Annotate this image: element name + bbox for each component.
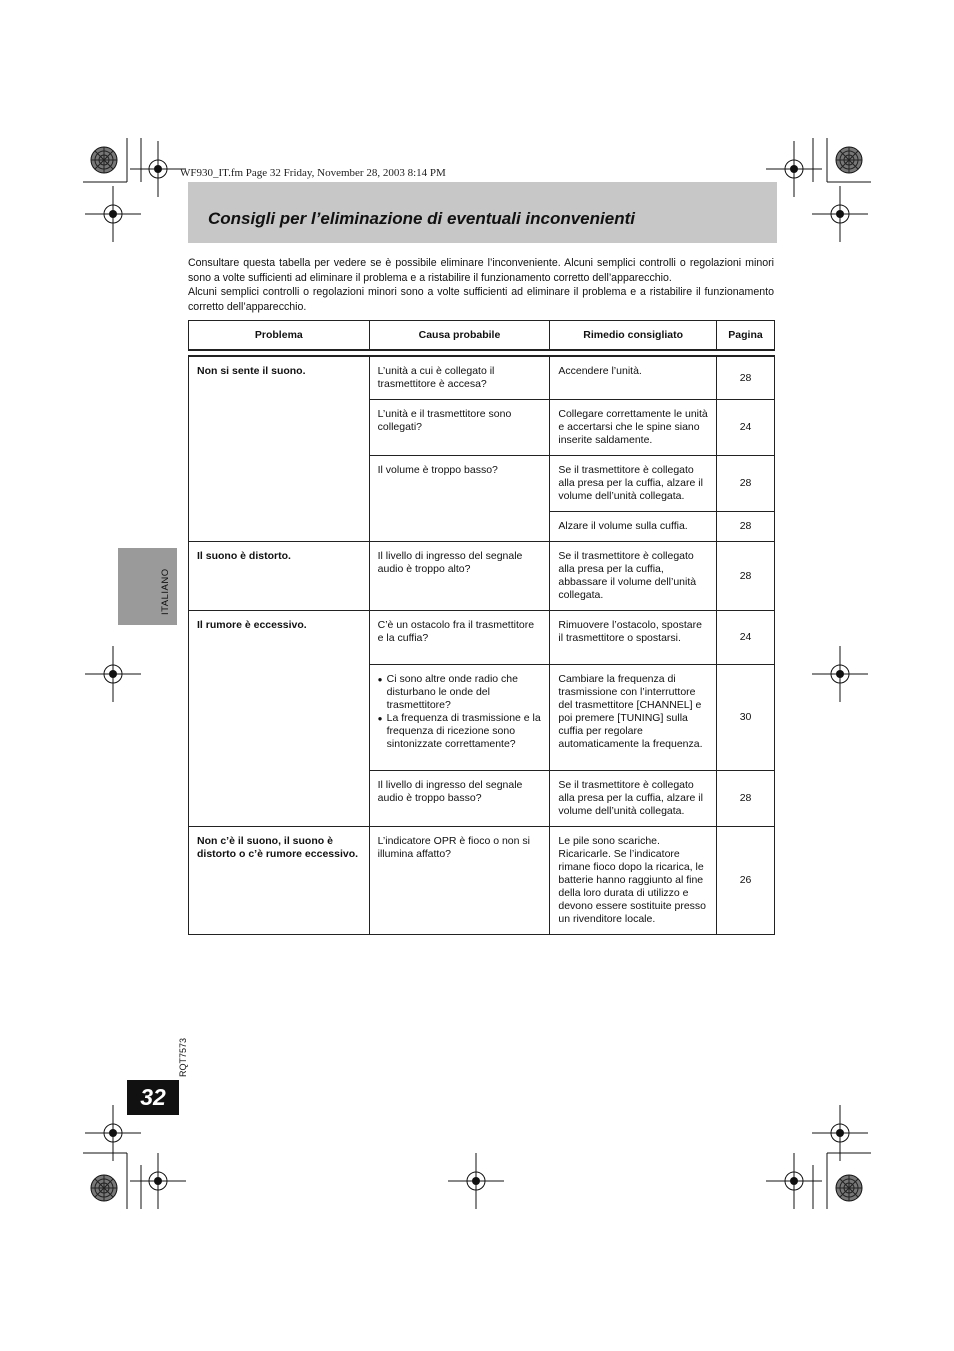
cause-cell: Il volume è troppo basso? xyxy=(369,456,550,542)
page-cell: 28 xyxy=(717,456,775,512)
remedy-cell: Le pile sono scariche. Ricaricarle. Se l’indicatore rimane fioco dopo la ricarica, le batterie hanno raggiunto al fine della loro durata di utilizzo e devono essere sostituite presso un rivenditore locale. xyxy=(550,827,717,935)
cause-cell: L’indicatore OPR è fioco o non si illumina affatto? xyxy=(369,827,550,935)
intro-paragraph-2: Alcuni semplici controlli o regolazioni minori sono a volte sufficienti ad eliminare il problema e a ristabilire il funzionamento corretto dell’apparecchio. xyxy=(188,286,774,313)
page-cell: 28 xyxy=(717,356,775,400)
intro-paragraph-1: Consultare questa tabella per vedere se è possibile eliminare l’inconveniente. Alcuni semplici controlli o regolazioni minori sono a volte sufficienti ad eliminare il problema e a ristabilire il funzionamento corretto dell’apparecchio. xyxy=(188,257,774,284)
cause-cell xyxy=(369,665,550,771)
page-cell: 28 xyxy=(717,512,775,542)
remedy-cell: Rimuovere l’ostacolo, spostare il trasmettitore o spostarsi. xyxy=(550,611,717,665)
problem-cell: Il suono è distorto. xyxy=(189,542,370,611)
intro-text xyxy=(188,256,774,314)
page-cell: 26 xyxy=(717,827,775,935)
table-row xyxy=(189,611,775,665)
page-cell: 28 xyxy=(717,542,775,611)
cause-cell: L’unità a cui è collegato il trasmettitore è accesa? xyxy=(369,356,550,400)
page-cell: 30 xyxy=(717,665,775,771)
cause-bullet: ● La frequenza di trasmissione e la frequenza di ricezione sono sintonizzate correttamente? xyxy=(378,712,542,751)
remedy-cell: Cambiare la frequenza di trasmissione con l’interruttore del trasmettitore [CHANNEL] e poi premere [TUNING] sulla cuffia per regolare automaticamente la frequenza. xyxy=(550,665,717,771)
header-problem: Problema xyxy=(189,321,370,351)
table-row xyxy=(189,542,775,611)
cause-cell: Il livello di ingresso del segnale audio è troppo alto? xyxy=(369,542,550,611)
document-code: RQT7573 xyxy=(178,1037,188,1077)
cause-bullet-list xyxy=(378,673,542,751)
page-cell: 28 xyxy=(717,771,775,827)
header-remedy: Rimedio consigliato xyxy=(550,321,717,351)
remedy-cell: Collegare correttamente le unità e accertarsi che le spine siano inserite saldamente. xyxy=(550,400,717,456)
page-cell: 24 xyxy=(717,400,775,456)
problem-cell: Non si sente il suono. xyxy=(189,356,370,542)
header-page: Pagina xyxy=(717,321,775,351)
page-title: Consigli per l’eliminazione di eventuali inconvenienti xyxy=(208,209,635,228)
remedy-cell: Se il trasmettitore è collegato alla presa per la cuffia, alzare il volume dell’unità collegata. xyxy=(550,456,717,512)
remedy-cell: Se il trasmettitore è collegato alla presa per la cuffia, abbassare il volume dell’unità collegata. xyxy=(550,542,717,611)
page-cell: 24 xyxy=(717,611,775,665)
troubleshooting-table-header xyxy=(188,320,775,351)
remedy-cell: Alzare il volume sulla cuffia. xyxy=(550,512,717,542)
remedy-cell: Se il trasmettitore è collegato alla presa per la cuffia, alzare il volume dell’unità collegata. xyxy=(550,771,717,827)
file-info: WF930_IT.fm Page 32 Friday, November 28, 2003 8:14 PM xyxy=(180,167,446,179)
remedy-cell: Accendere l’unità. xyxy=(550,356,717,400)
cause-cell: Il livello di ingresso del segnale audio è troppo basso? xyxy=(369,771,550,827)
header-cause: Causa probabile xyxy=(369,321,550,351)
cause-cell: L’unità e il trasmettitore sono collegati? xyxy=(369,400,550,456)
table-row xyxy=(189,356,775,400)
table-row xyxy=(189,827,775,935)
problem-cell: Il rumore è eccessivo. xyxy=(189,611,370,827)
cause-cell: C’è un ostacolo fra il trasmettitore e la cuffia? xyxy=(369,611,550,665)
troubleshooting-table xyxy=(188,355,775,935)
problem-cell: Non c’è il suono, il suono è distorto o c’è rumore eccessivo. xyxy=(189,827,370,935)
language-label: ITALIANO xyxy=(160,568,171,615)
page-number: 32 xyxy=(127,1080,179,1115)
cause-bullet: ● Ci sono altre onde radio che disturbano le onde del trasmettitore? xyxy=(378,673,542,712)
